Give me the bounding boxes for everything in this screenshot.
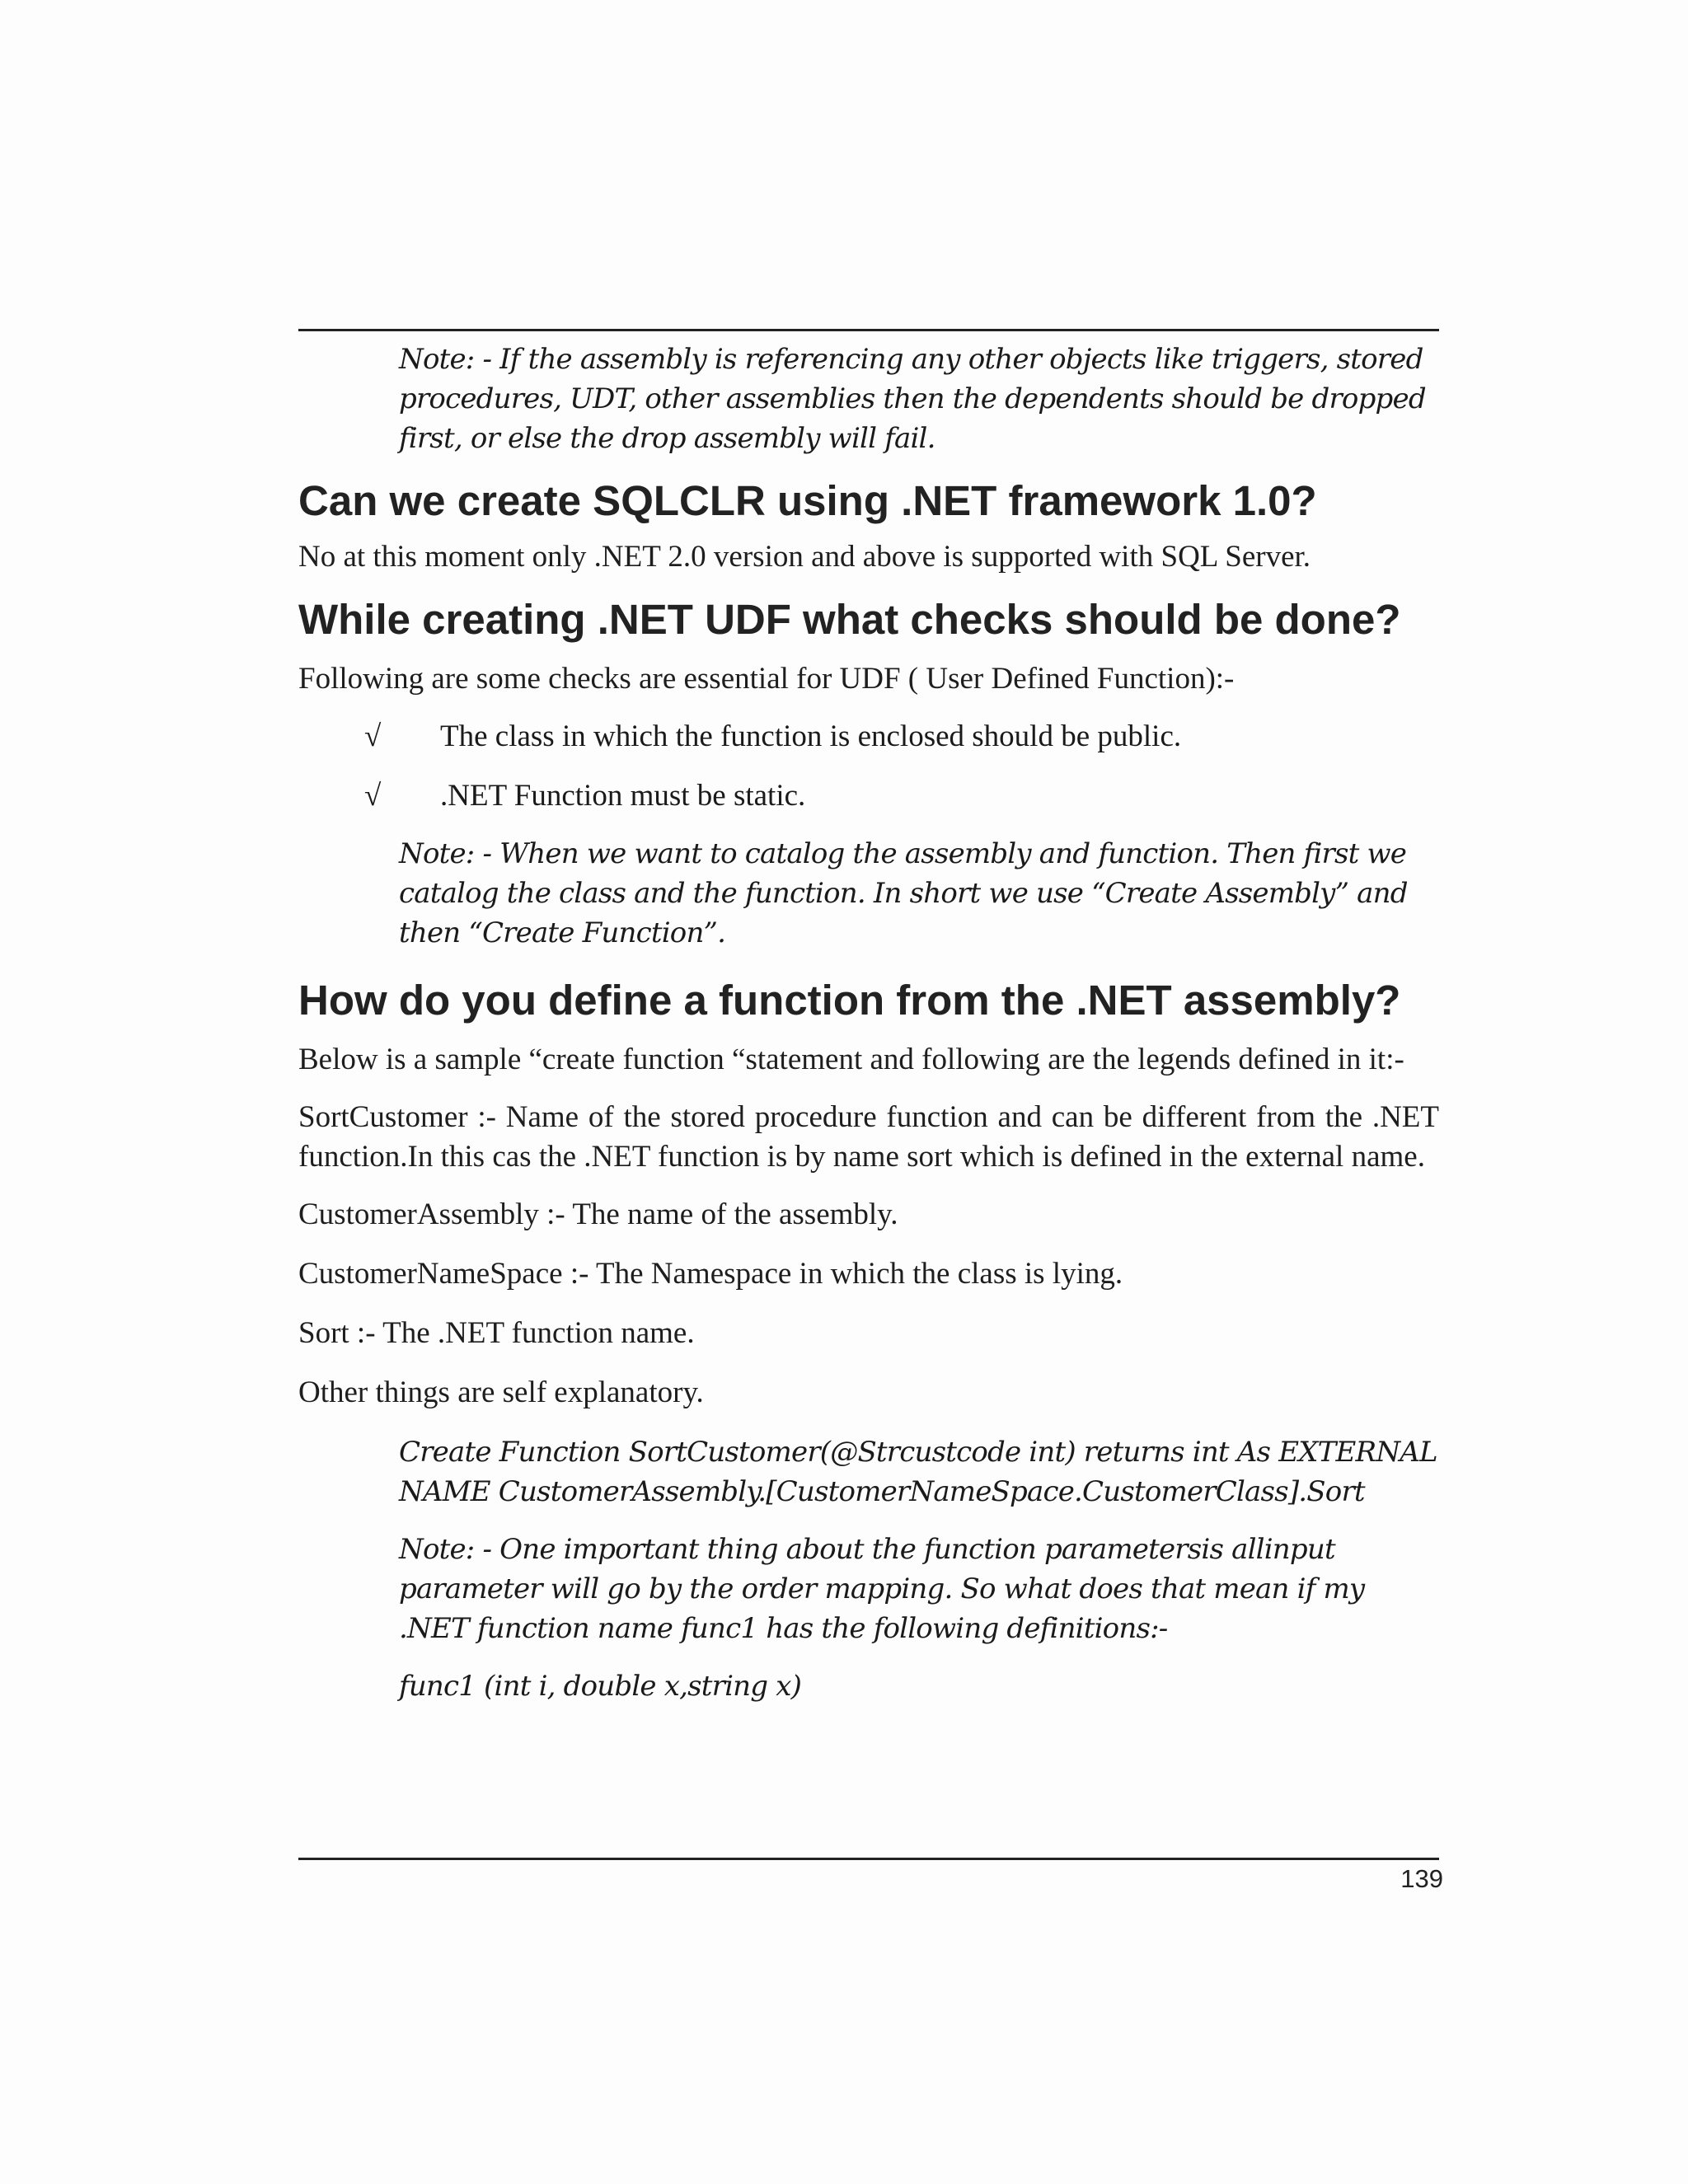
legend-sort: Sort :- The .NET function name. [298, 1316, 695, 1350]
func1-signature: func1 (int i, double x,string x) [399, 1670, 802, 1703]
note-drop-assembly: Note: - If the assembly is referencing any other objects like triggers, stored procedures, UDT, other assemblies then the dependents should be dropped first, or else the drop assembly will fail. [399, 343, 1426, 455]
page-number: 139 [1400, 1864, 1443, 1893]
define-function-intro: Below is a sample “create function “statement and following are the legends defined in it:- [298, 1043, 1404, 1076]
note-parameter-mapping: Note: - One important thing about the function parametersis allinput parameter will go by the order mapping. So what does that mean if my .NET function name func1 has the following definitions:- [399, 1533, 1365, 1645]
answer-framework: No at this moment only .NET 2.0 version and above is supported with SQL Server. [298, 540, 1311, 574]
bullet-text: .NET Function must be static. [440, 779, 806, 813]
legend-sortcustomer: SortCustomer :- Name of the stored procedure function and can be different from the .NET function.In this cas the .NET function is by name sort which is defined in the external name. [298, 1100, 1439, 1174]
heading-udf-checks: While creating .NET UDF what checks should be done? [298, 596, 1401, 643]
legend-customerassembly: CustomerAssembly :- The name of the assembly. [298, 1197, 898, 1231]
footer-rule [298, 1858, 1439, 1860]
bullet-text: The class in which the function is enclosed should be public. [440, 719, 1182, 753]
checkmark-icon: √ [364, 779, 382, 813]
heading-define-function: How do you define a function from the .NET assembly? [298, 977, 1401, 1024]
bullet-item [364, 776, 1439, 816]
page-content [298, 340, 1439, 1706]
heading-sqlclr-framework: Can we create SQLCLR using .NET framework 1.0? [298, 477, 1317, 524]
udf-checks-intro: Following are some checks are essential for UDF ( User Defined Function):- [298, 662, 1235, 696]
header-rule [298, 329, 1439, 331]
bullet-item [364, 717, 1439, 757]
note-catalog-assembly: Note: - When we want to catalog the assembly and function. Then first we catalog the class and the function. In short we use “Create Assembly” and then “Create Function”. [399, 837, 1408, 949]
legend-customernamespace: CustomerNameSpace :- The Namespace in which the class is lying. [298, 1257, 1123, 1291]
code-create-function: Create Function SortCustomer(@Strcustcode int) returns int As EXTERNAL NAME CustomerAssembly.[CustomerNameSpace.CustomerClass].Sort [399, 1436, 1437, 1508]
checkmark-icon: √ [364, 719, 382, 753]
legend-other: Other things are self explanatory. [298, 1376, 704, 1409]
